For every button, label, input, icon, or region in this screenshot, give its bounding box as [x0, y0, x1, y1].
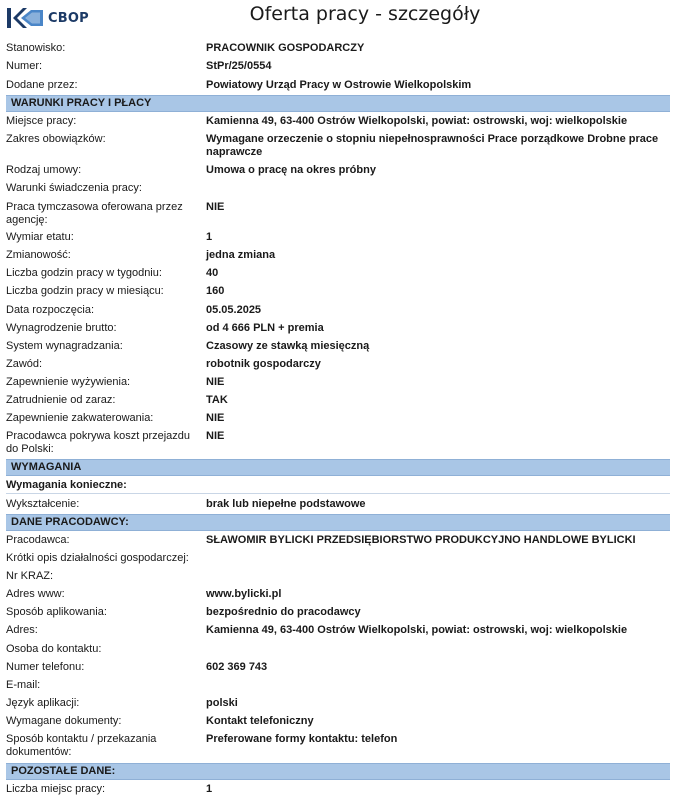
label-miejsce-pracy: Miejsce pracy: [6, 115, 77, 127]
label-adres-www: Adres www: [6, 588, 65, 600]
value-zmianowosc: jedna zmiana [206, 249, 276, 261]
cbop-logo-icon [7, 7, 43, 29]
value-wyksztalcenie: brak lub niepełne podstawowe [206, 498, 366, 510]
logo-text: CBOP [48, 10, 89, 26]
label-zatrudnienie-od-zaraz: Zatrudnienie od zaraz: [6, 394, 116, 406]
value-rodzaj-umowy: Umowa o pracę na okres próbny [206, 164, 376, 176]
label-email: E-mail: [6, 679, 41, 691]
label-jezyk-aplikacji: Język aplikacji: [6, 697, 80, 709]
section-header-warunki [6, 95, 670, 112]
value-wynagrodzenie: od 4 666 PLN + premia [206, 322, 324, 334]
cbop-logo[interactable] [7, 6, 97, 30]
label-numer: Numer: [6, 60, 43, 72]
section-header-wymagania [6, 459, 670, 476]
label-stanowisko: Stanowisko: [6, 42, 66, 54]
value-liczba-miejsc: 1 [206, 783, 213, 795]
value-zakwaterowanie: NIE [206, 412, 225, 424]
label-zakres-obowiazkow: Zakres obowiązków: [6, 133, 106, 145]
label-godziny-miesiac: Liczba godzin pracy w miesiącu: [6, 285, 164, 297]
subheading-wymagania-konieczne: Wymagania konieczne: [6, 479, 127, 491]
value-stanowisko: PRACOWNIK GOSPODARCZY [206, 42, 365, 54]
label-zmianowosc: Zmianowość: [6, 249, 71, 261]
label-wymagane-dokumenty: Wymagane dokumenty: [6, 715, 122, 727]
value-wymagane-dokumenty: Kontakt telefoniczny [206, 715, 314, 727]
page-title: Oferta pracy - szczegóły [249, 3, 481, 25]
value-data-rozpoczecia: 05.05.2025 [206, 304, 262, 316]
label-sposob-aplikowania: Sposób aplikowania: [6, 606, 107, 618]
value-system-wynagradzania: Czasowy ze stawką miesięczną [206, 340, 370, 352]
value-zakres-obowiazkow: Wymagane orzeczenie o stopniu niepełnosprawności Prace porządkowe Drobne prace naprawcze [206, 133, 659, 158]
divider [6, 493, 670, 494]
label-koszt-przejazdu: Pracodawca pokrywa koszt przejazdu do Polski: [6, 430, 191, 455]
label-liczba-miejsc: Liczba miejsc pracy: [6, 783, 106, 795]
section-title-wymagania: WYMAGANIA [11, 461, 82, 473]
value-jezyk-aplikacji: polski [206, 697, 238, 709]
section-header-pozostale [6, 763, 670, 780]
label-numer-telefonu: Numer telefonu: [6, 661, 85, 673]
label-warunki-swiadczenia: Warunki świadczenia pracy: [6, 182, 142, 194]
label-adres: Adres: [6, 624, 38, 636]
label-data-rozpoczecia: Data rozpoczęcia: [6, 304, 95, 316]
value-praca-tymczasowa: NIE [206, 201, 225, 213]
label-zakwaterowanie: Zapewnienie zakwaterowania: [6, 412, 154, 424]
value-numer: StPr/25/0554 [206, 60, 272, 72]
label-praca-tymczasowa: Praca tymczasowa oferowana przez agencję: [6, 201, 183, 226]
label-osoba-kontakt: Osoba do kontaktu: [6, 643, 102, 655]
value-sposob-aplikowania: bezpośrednio do pracodawcy [206, 606, 361, 618]
label-godziny-tydzien: Liczba godzin pracy w tygodniu: [6, 267, 162, 279]
value-sposob-kontaktu: Preferowane formy kontaktu: telefon [206, 733, 398, 745]
section-header-pracodawca [6, 514, 670, 531]
label-sposob-kontaktu: Sposób kontaktu / przekazania dokumentów: [6, 733, 157, 758]
label-rodzaj-umowy: Rodzaj umowy: [6, 164, 82, 176]
value-pracodawca: SŁAWOMIR BYLICKI PRZEDSIĘBIORSTWO PRODUKCYJNO HANDLOWE BYLICKI [206, 534, 636, 546]
value-numer-telefonu: 602 369 743 [206, 661, 268, 673]
section-title-pracodawca: DANE PRACODAWCY: [11, 516, 129, 528]
label-wyzywienie: Zapewnienie wyżywienia: [6, 376, 131, 388]
value-godziny-tydzien: 40 [206, 267, 219, 279]
label-system-wynagradzania: System wynagradzania: [6, 340, 123, 352]
section-title-pozostale: POZOSTAŁE DANE: [11, 765, 116, 777]
value-godziny-miesiac: 160 [206, 285, 225, 297]
label-pracodawca: Pracodawca: [6, 534, 70, 546]
value-wyzywienie: NIE [206, 376, 225, 388]
page-header [0, 0, 676, 36]
value-zatrudnienie-od-zaraz: TAK [206, 394, 228, 406]
value-adres-www[interactable]: www.bylicki.pl [206, 588, 282, 600]
value-miejsce-pracy: Kamienna 49, 63-400 Ostrów Wielkopolski, powiat: ostrowski, woj: wielkopolskie [206, 115, 628, 127]
label-wynagrodzenie: Wynagrodzenie brutto: [6, 322, 117, 334]
value-dodane-przez: Powiatowy Urząd Pracy w Ostrowie Wielkopolskim [206, 79, 472, 91]
value-adres: Kamienna 49, 63-400 Ostrów Wielkopolski, powiat: ostrowski, woj: wielkopolskie [206, 624, 628, 636]
value-wymiar-etatu: 1 [206, 231, 213, 243]
label-zawod: Zawód: [6, 358, 43, 370]
label-wymiar-etatu: Wymiar etatu: [6, 231, 74, 243]
label-nr-kraz: Nr KRAZ: [6, 570, 54, 582]
label-dodane-przez: Dodane przez: [6, 79, 78, 91]
value-koszt-przejazdu: NIE [206, 430, 225, 442]
label-opis-dzialalnosci: Krótki opis działalności gospodarczej: [6, 552, 189, 564]
section-title-warunki: WARUNKI PRACY I PŁACY [11, 97, 152, 109]
label-wyksztalcenie: Wykształcenie: [6, 498, 80, 510]
value-zawod: robotnik gospodarczy [206, 358, 321, 370]
